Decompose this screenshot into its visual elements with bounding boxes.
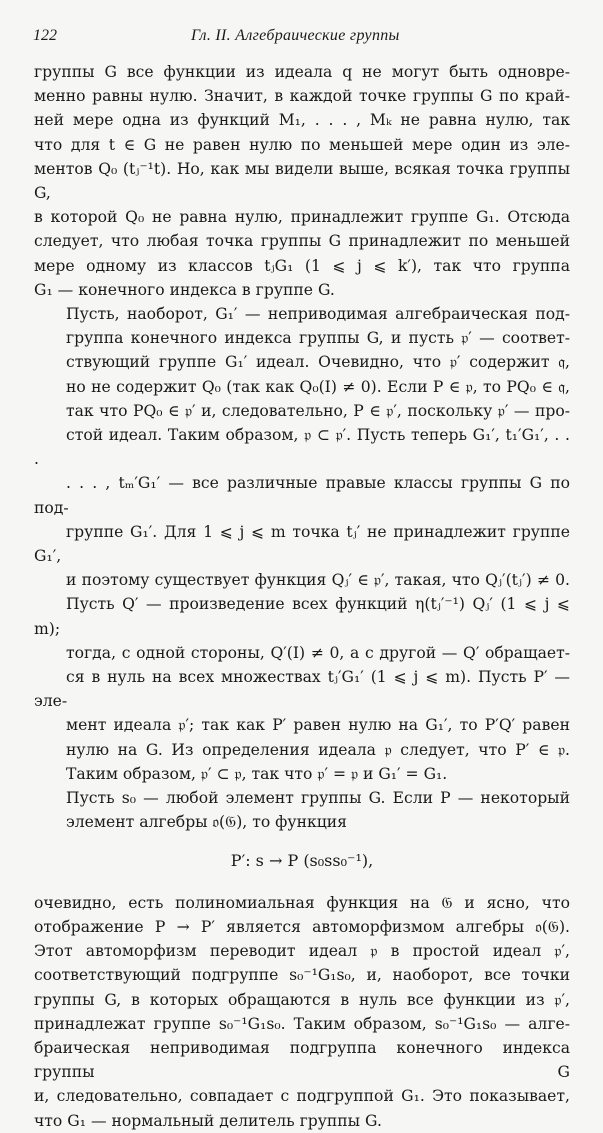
- text-line: группа конечного индекса группы G, и пусть 𝔭′ — соответ-: [66, 329, 570, 348]
- text-line: группы G все функции из идеала q не могут быть одновре-: [34, 63, 570, 81]
- text-line: Этот автоморфизм переводит идеал 𝔭 в простой идеал 𝔭′,: [34, 942, 570, 961]
- text-line: и поэтому существует функция Qⱼ′ ∈ 𝔭′, такая, что Qⱼ′(tⱼ′) ≠ 0.: [66, 571, 570, 590]
- body-text: [34, 60, 570, 1133]
- text-line: но не содержит Q₀ (так как Q₀(I) ≠ 0). Если P ∈ 𝔭, то PQ₀ ∈ 𝔮,: [66, 377, 570, 396]
- running-header: [33, 27, 570, 53]
- text-line: стой идеал. Таким образом, 𝔭 ⊂ 𝔭′. Пусть теперь G₁′, t₁′G₁′, . . .: [34, 426, 570, 469]
- text-line: Пусть s₀ — любой элемент группы G. Если P — некоторый: [66, 789, 570, 808]
- text-line: мере одному из классов tⱼG₁ (1 ⩽ j ⩽ k′), так что группа: [34, 256, 570, 275]
- text-line: отображение P → P′ является автоморфизмом алгебры 𝔬(𝔊).: [34, 917, 570, 936]
- page-number: 122: [33, 27, 57, 44]
- text-line: G₁ — конечного индекса в группе G.: [34, 280, 335, 299]
- text-line: менно равны нулю. Значит, в каждой точке группы G по край-: [34, 87, 570, 106]
- text-line: мент идеала 𝔭′; так как P′ равен нулю на G₁′, то P′Q′ равен: [66, 716, 570, 735]
- text-line: группе G₁′. Для 1 ⩽ j ⩽ m точка tⱼ′ не принадлежит группе G₁′,: [34, 522, 570, 566]
- paragraph: [34, 302, 570, 786]
- text-line: соответствующий подгруппе s₀⁻¹G₁s₀, и, наоборот, все точки: [34, 966, 570, 985]
- paragraphs-before-formula: [34, 60, 570, 835]
- text-line: ствующий группе G₁′ идеал. Очевидно, что 𝔭′ содержит 𝔮,: [66, 353, 570, 372]
- display-formula: P′: s → P (s₀ss₀⁻¹),: [230, 850, 374, 870]
- text-line: . . . , tₘ′G₁′ — все различные правые классы группы G по под-: [34, 474, 570, 517]
- text-line: принадлежат группе s₀⁻¹G₁s₀. Таким образом, s₀⁻¹G₁s₀ — алге-: [34, 1014, 570, 1033]
- paragraph: [34, 60, 570, 302]
- text-line: очевидно, есть полиномиальная функция на 𝔊 и ясно, что: [34, 893, 570, 912]
- paragraphs-after-formula: [34, 891, 570, 1133]
- text-line: тогда, с одной стороны, Q′(I) ≠ 0, а с другой — Q′ обращает-: [66, 643, 570, 662]
- paragraph: [34, 786, 570, 834]
- text-line: так что PQ₀ ∈ 𝔭′ и, следовательно, P ∈ 𝔭′, поскольку 𝔭′ — про-: [66, 401, 570, 420]
- text-line: ментов Q₀ (tⱼ⁻¹t). Но, как мы видели выше, всякая точка группы G,: [34, 159, 570, 203]
- text-line: и, следовательно, совпадает с подгруппой G₁. Это показывает,: [34, 1087, 570, 1106]
- chapter-title: Гл. II. Алгебраические группы: [191, 27, 400, 44]
- text-line: браическая неприводимая подгруппа конечного индекса группы G: [34, 1038, 570, 1082]
- text-line: группы G, в которых обращаются в нуль все функции из 𝔭′,: [34, 990, 570, 1009]
- text-line: нулю на G. Из определения идеала 𝔭 следует, что P′ ∈ 𝔭.: [66, 740, 570, 759]
- text-line: элемент алгебры 𝔬(𝔊), то функция: [66, 813, 347, 832]
- text-line: ней мере одна из функций M₁, . . . , Mₖ не равна нулю, так: [34, 111, 570, 130]
- text-line: следует, что любая точка группы G принадлежит по меньшей: [34, 232, 570, 251]
- text-line: в которой Q₀ не равна нулю, принадлежит группе G₁. Отсюда: [34, 208, 570, 227]
- text-line: ся в нуль на всех множествах tⱼ′G₁′ (1 ⩽ j ⩽ m). Пусть P′ — эле-: [34, 668, 570, 711]
- paragraph: [34, 891, 570, 1133]
- text-line: что для t ∈ G не равен нулю по меньшей мере один из эле-: [34, 135, 570, 154]
- text-line: Пусть Q′ — произведение всех функций η(tⱼ′⁻¹) Qⱼ′ (1 ⩽ j ⩽ m);: [34, 595, 570, 638]
- text-line: Таким образом, 𝔭′ ⊂ 𝔭, так что 𝔭′ = 𝔭 и G₁′ = G₁.: [66, 764, 448, 783]
- text-line: Пусть, наоборот, G₁′ — неприводимая алгебраическая под-: [66, 305, 570, 324]
- text-line: что G₁ — нормальный делитель группы G.: [34, 1111, 382, 1130]
